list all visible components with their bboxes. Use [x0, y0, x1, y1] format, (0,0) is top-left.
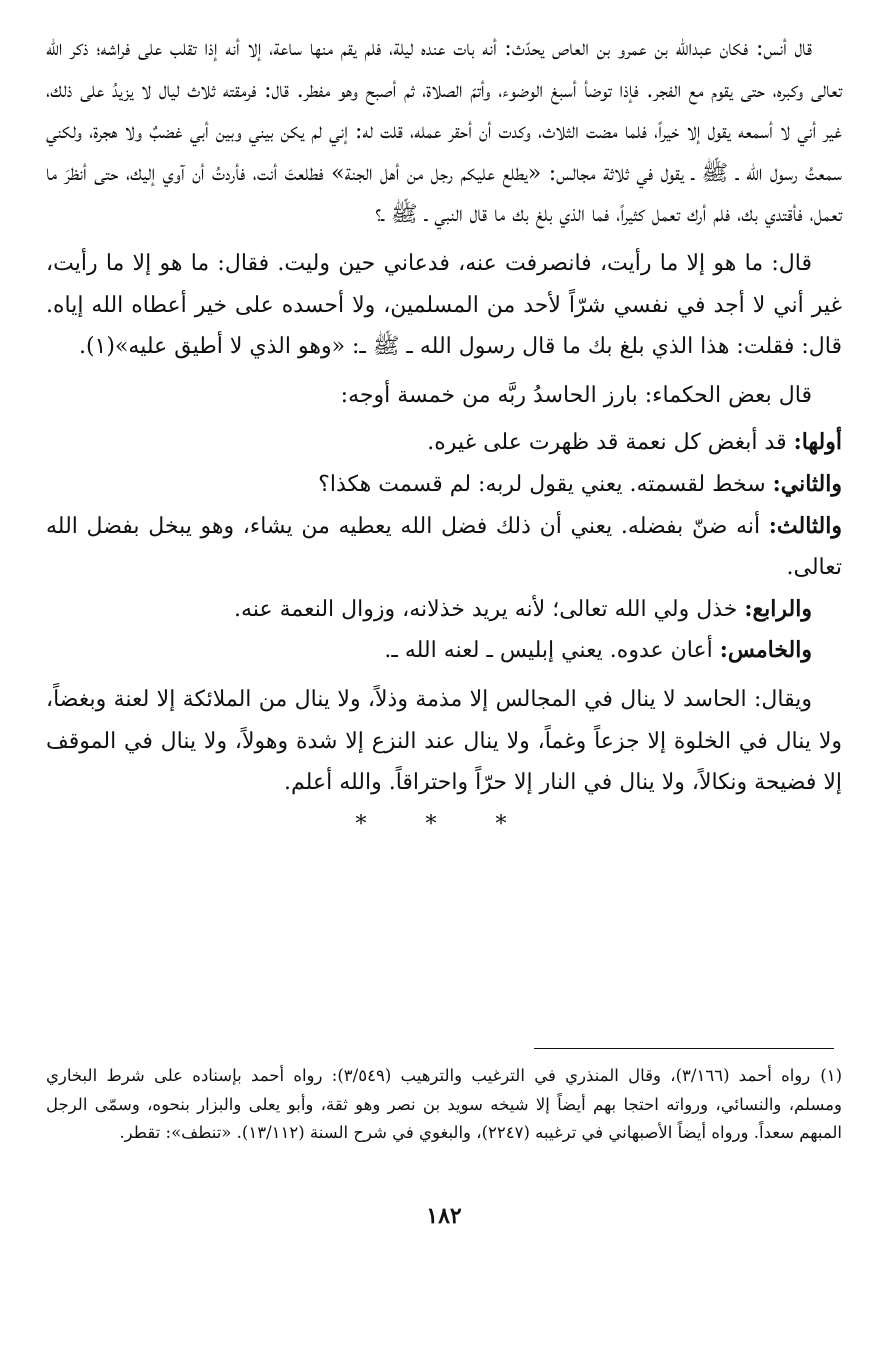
paragraph-closing: ويقال: الحاسد لا ينال في المجالس إلا مذمة وذلاً، ولا ينال من الملائكة إلا لعنة وبغضاً، ولا ينال في الخلوة إلا جزعاً وغماً، ولا ينال عند النزع إلا شدة وهولاً، ولا ينال في الموقف إلا فضيحة ونكالاً، ولا ينال في النار إلا حرّاً واحتراقاً. والله أعلم.	[46, 686, 842, 796]
paragraph-reply: قال: ما هو إلا ما رأيت، فانصرفت عنه، فدعاني حين وليت. فقال: ما هو إلا ما رأيت، غير أني لا أجد في نفسي شرّاً لأحد من المسلمين، ولا أحسده على خير أعطاه الله إياه. قال: فقلت: هذا الذي بلغ بك ما قال رسول الله ـ ﷺ ـ: «وهو الذي لا أطيق عليه»(١).	[46, 250, 842, 360]
item-text: سخط لقسمته. يعني يقول لربه: لم قسمت هكذا؟	[318, 471, 773, 497]
item-lead: أولها:	[793, 429, 842, 456]
item-lead: والرابع:	[744, 595, 812, 622]
footnote-number: (١)	[820, 1066, 842, 1085]
paragraph-anas-story: قال أنس: فكان عبدالله بن عمرو بن العاص يحدّث: أنه بات عنده ليلة، فلم يقم منها ساعة، إلا أنه إذا تقلب على فراشه؛ ذكر الله تعالى وكبره، حتى يقوم مع الفجر. فإذا توضأ أسبغ الوضوء، وأتمّ الصلاة، ثم أصبح وهو مفطر. قال: فرمقته ثلاث ليال لا يزيدُ على ذلك، غير أني لا أسمعه يقول إلا خيراً، فلما مضت الثلاث، وكدت أن أحقر عمله، قلت له: إني لم يكن بيني وبين أبي غضبٌ ولا هجرة، ولكني سمعتُ رسول الله ـ ﷺ ـ يقول في ثلاثة مجالس: «يطلع عليكم رجل من أهل الجنة» فطلعتَ أنت، فأردتُ أن آوي إليك، حتى أنظرَ ما تعمل، فأقتدي بك، فلم أرك تعمل كثيراً، فما الذي بلغ بك ما قال النبي ـ ﷺ ـ؟	[46, 36, 842, 228]
section-separator: * * *	[355, 811, 533, 837]
footnote-divider	[534, 1048, 834, 1049]
item-text: قد أبغض كل نعمة قد ظهرت على غيره.	[427, 430, 794, 456]
list-item	[46, 630, 842, 672]
paragraph-wise-saying: قال بعض الحكماء: بارز الحاسدُ ربَّه من خمسة أوجه:	[340, 382, 812, 408]
item-text: أنه ضنّ بفضله. يعني أن ذلك فضل الله يعطيه من يشاء، وهو يبخل بفضل الله تعالى.	[46, 513, 842, 581]
footnote	[46, 1062, 842, 1148]
page-body	[46, 28, 842, 852]
item-lead: والثالث:	[768, 512, 842, 539]
list-item	[46, 422, 842, 464]
item-text: أعان عدوه. يعني إبليس ـ لعنه الله ـ.	[384, 638, 720, 664]
page-number: ١٨٢	[426, 1203, 462, 1229]
item-lead: والثاني:	[772, 470, 842, 497]
list-item	[46, 589, 842, 631]
list-item	[46, 464, 842, 506]
list-item	[46, 506, 842, 589]
five-ways-list	[46, 422, 842, 672]
footnote-text: رواه أحمد (٣/١٦٦)، وقال المنذري في الترغيب والترهيب (٣/٥٤٩): رواه أحمد بإسناده على شرط البخاري ومسلم، والنسائي، ورواته احتجا بهم أيضاً إلا شيخه سويد بن نصر وهو ثقة، وأبو يعلى والبزار بنحوه، وسمّى الرجل المبهم سعداً. ورواه أيضاً الأصبهاني في ترغيبه (٢٢٤٧)، والبغوي في شرح السنة (١٣/١١٢). «تنطف»: تقطر.	[46, 1066, 842, 1143]
item-text: خذل ولي الله تعالى؛ لأنه يريد خذلانه، وزوال النعمة عنه.	[234, 596, 745, 622]
item-lead: والخامس:	[719, 637, 812, 664]
footnote-entry	[46, 1062, 842, 1148]
